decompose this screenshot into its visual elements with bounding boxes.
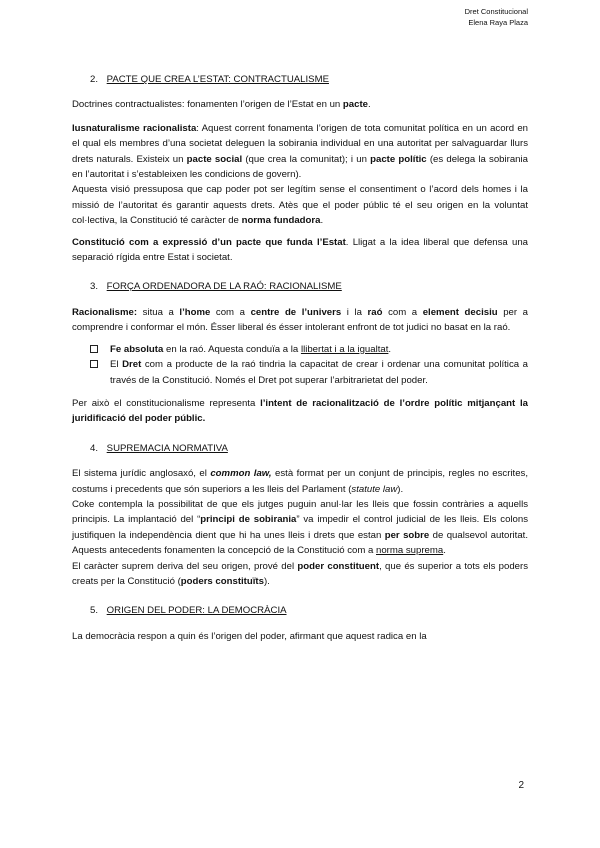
page-header [465, 6, 528, 28]
paragraph: Constitució com a expressió d’un pacte que funda l’Estat. Lligat a la idea liberal que defensa una separació rígida entre Estat i societat. [72, 236, 528, 264]
section-number: 4. [90, 442, 99, 454]
header-author: Elena Raya Plaza [468, 18, 528, 27]
section-title: SUPREMACIA NORMATIVA [106, 442, 228, 454]
checkbox-icon [90, 345, 98, 353]
list-item: El Dret com a producte de la raó tindria la capacitat de crear i ordenar una comunitat política a través de la Constitució. Només el Dret pot superar l’arbitrarietat del poder. [90, 357, 528, 388]
header-subject: Dret Constitucional [464, 7, 528, 16]
paragraph: El sistema jurídic anglosaxó, el common law, està format per un conjunt de principis, regles no escrites, costums i precedents que són superiors a les lleis del Parlament (statute law). [72, 468, 528, 495]
paragraph: El caràcter suprem deriva del seu origen, prové del poder constituent, que és superior a tots els poders creats per la Constitució (poders constituïts). [72, 560, 529, 587]
section-heading-5 [90, 603, 528, 618]
section-title: ORIGEN DEL PODER: LA DEMOCRÀCIA [106, 605, 287, 617]
paragraph: Aquesta visió pressuposa que cap poder pot ser legítim sense el consentiment o l’acord dels homes i la missió de l’autoritat és garantir aquests drets. Atès que el poder públic té el seu origen en la voluntat col·lectiva, la Constitució té caràcter de norma fundadora. [72, 184, 528, 227]
section-title: FORÇA ORDENADORA DE LA RAÓ: RACIONALISME [106, 281, 342, 293]
section-number: 2. [90, 74, 99, 85]
checkbox-icon [90, 360, 98, 368]
section-heading-3 [90, 279, 528, 294]
section-number: 3. [90, 281, 99, 293]
page-number: 2 [518, 780, 524, 791]
paragraph: Racionalisme: situa a l’home com a centre de l’univers i la raó com a element decisiu per a comprendre i conformar el món. Ésser liberal és ésser intolerant enfront de tot judici no basat en la raó. [72, 306, 528, 334]
section-title: PACTE QUE CREA L’ESTAT: CONTRACTUALISME [106, 74, 329, 85]
paragraph: Iusnaturalisme racionalista: Aquest corrent fonamenta l’origen de tota comunitat política en un acord en el qual els membres d’una societat deleguen la sobirania individual en una autoritat per salvaguardar llurs drets naturals. Existeix un pacte social (que crea la comunitat); i un pacte polític (es delega la sobirania en l’autoritat i s’estableixen les condicions de govern). [72, 122, 528, 181]
section-heading-4 [90, 441, 528, 456]
paragraph: Coke contempla la possibilitat de que els jutges puguin anul·lar les lleis que fossin contràries a aquells principis. La implantació del “principi de sobirania” va impedir el control judicial de les lleis. Els colons justifiquen la independència dient que hi ha unes lleis i drets que estan per sobre de qualsevol autoritat. Aquests antecedents fonamenten la concepció de la Constitució com a norma suprema. [72, 498, 529, 557]
document-body [72, 72, 528, 644]
paragraph: La democràcia respon a quin és l’origen del poder, afirmant que aquest radica en la [72, 630, 427, 642]
section-heading-2 [90, 72, 528, 87]
paragraph: Per això el constitucionalisme representa l’intent de racionalització de l’ordre polític mitjançant la juridificació del poder públic. [72, 397, 528, 425]
paragraph: Doctrines contractualistes: fonamenten l’origen de l’Estat en un pacte. [72, 99, 371, 111]
section-number: 5. [90, 605, 99, 617]
list-item: Fe absoluta en la raó. Aquesta conduïa a la llibertat i a la igualtat. [90, 342, 528, 357]
